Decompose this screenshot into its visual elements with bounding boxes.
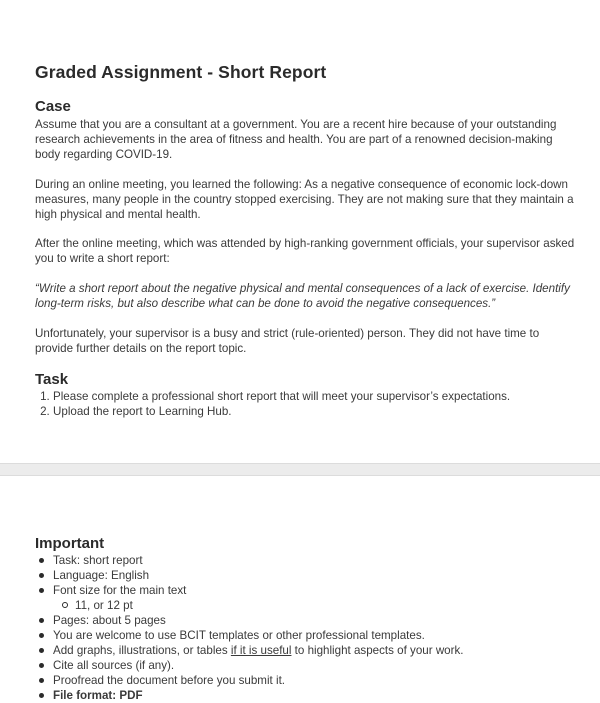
case-paragraph-2: During an online meeting, you learned the following: As a negative consequence of economic lock-down measures, many people in the country stopped exercising. They are not making sure that they maintain a high physical and mental health.	[35, 178, 574, 221]
important-item-language	[53, 568, 580, 583]
important-item-file-format-text: File format: PDF	[53, 689, 143, 702]
important-heading: Important	[35, 535, 105, 552]
task-list-container	[35, 389, 580, 419]
important-list	[35, 553, 580, 703]
case-paragraph-3: After the online meeting, which was attended by high-ranking government officials, your supervisor asked you to write a short report:	[35, 237, 575, 265]
important-item-templates-text: You are welcome to use BCIT templates or other professional templates.	[53, 629, 425, 642]
case-paragraph-4: Unfortunately, your supervisor is a busy and strict (rule-oriented) person. They did not have time to provide further details on the report topic.	[35, 327, 540, 355]
font-size-sub-item-text: 11, or 12 pt	[75, 599, 133, 612]
task-item-2-text: Upload the report to Learning Hub.	[53, 405, 232, 418]
task-item-1	[53, 389, 580, 404]
important-item-proofread	[53, 673, 580, 688]
important-item-graphs	[53, 643, 580, 658]
task-item-1-text: Please complete a professional short report that will meet your supervisor’s expectations.	[53, 390, 511, 403]
task-heading: Task	[35, 371, 69, 388]
task-list	[35, 389, 580, 419]
important-item-cite-text: Cite all sources (if any).	[53, 659, 175, 672]
if-useful-link[interactable]: if it is useful	[230, 644, 292, 657]
important-item-font-size	[53, 583, 580, 613]
important-item-proofread-text: Proofread the document before you submit it.	[53, 674, 286, 687]
important-item-file-format	[53, 688, 580, 703]
important-item-task-text: Task: short report	[53, 554, 143, 567]
important-list-container	[35, 553, 580, 703]
page-separator	[0, 463, 600, 476]
important-item-font-size-text: Font size for the main text	[53, 584, 187, 597]
supervisor-quote: “Write a short report about the negative physical and mental consequences of a lack of exercise. Identify long-term risks, but also describe what can be done to avoid the negative consequences.”	[35, 282, 570, 310]
important-item-task	[53, 553, 580, 568]
important-item-templates	[53, 628, 580, 643]
important-item-language-text: Language: English	[53, 569, 150, 582]
important-item-pages	[53, 613, 580, 628]
important-item-graphs-after: to highlight aspects of your work.	[291, 644, 464, 657]
important-item-pages-text: Pages: about 5 pages	[53, 614, 166, 627]
case-paragraph-1: Assume that you are a consultant at a government. You are a recent hire because of your outstanding research achievements in the area of fitness and health. You are part of a renowned decision-making body regarding COVID-19.	[35, 118, 557, 161]
important-item-graphs-before: Add graphs, illustrations, or tables	[53, 644, 231, 657]
font-size-sub-list	[53, 598, 580, 613]
important-item-cite	[53, 658, 580, 673]
font-size-sub-item	[75, 598, 580, 613]
case-heading: Case	[35, 98, 71, 115]
task-item-2	[53, 404, 580, 419]
document-title: Graded Assignment - Short Report	[35, 62, 327, 82]
